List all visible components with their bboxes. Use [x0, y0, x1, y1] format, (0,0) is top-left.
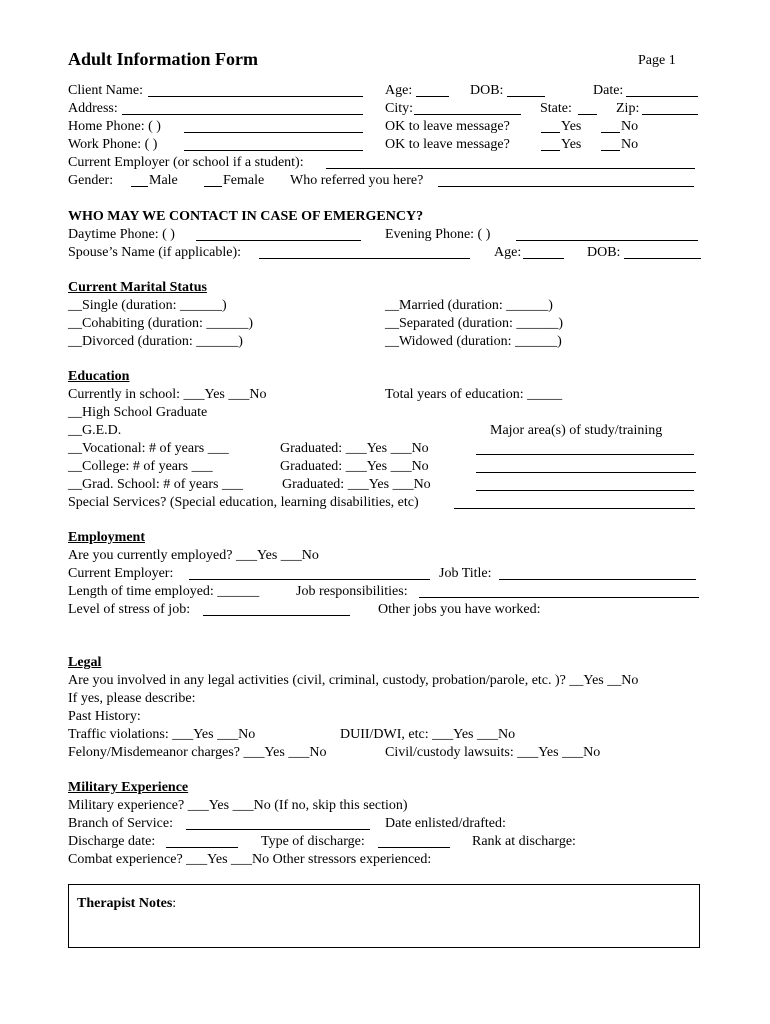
marital-separated[interactable]: __Separated (duration: ______) — [385, 316, 564, 331]
other-jobs-label: Other jobs you have worked: — [378, 602, 541, 617]
current-employer-school-field[interactable] — [326, 168, 695, 169]
marital-single[interactable]: __Single (duration: ______) — [68, 298, 227, 313]
major-study-label: Major area(s) of study/training — [490, 423, 663, 438]
home-phone-field[interactable] — [184, 132, 363, 133]
referred-field[interactable] — [438, 186, 694, 187]
work-phone-label: Work Phone: ( ) — [68, 137, 158, 152]
military-heading: Military Experience — [68, 780, 189, 795]
special-services-field[interactable] — [454, 508, 695, 509]
gender-male-blank[interactable] — [131, 186, 148, 187]
branch-label: Branch of Service: — [68, 816, 173, 831]
stress-level-label: Level of stress of job: — [68, 602, 191, 617]
current-employer-school-label: Current Employer (or school if a student): — [68, 155, 304, 170]
therapist-notes-box[interactable] — [68, 884, 700, 948]
length-employed[interactable]: Length of time employed: ______ — [68, 584, 260, 599]
spouse-age-field[interactable] — [523, 258, 564, 259]
combat-experience[interactable]: Combat experience? ___Yes ___No Other stressors experienced: — [68, 852, 432, 867]
city-label: City: — [385, 101, 414, 116]
address-field[interactable] — [122, 114, 363, 115]
currently-employed[interactable]: Are you currently employed? ___Yes ___No — [68, 548, 319, 563]
spouse-age-label: Age: — [494, 245, 522, 260]
discharge-date-label: Discharge date: — [68, 834, 156, 849]
employment-heading: Employment — [68, 530, 145, 545]
marital-married[interactable]: __Married (duration: ______) — [385, 298, 553, 313]
college-major-field[interactable] — [476, 472, 696, 473]
client-name-label: Client Name: — [68, 83, 144, 98]
city-field[interactable] — [414, 114, 521, 115]
age-field[interactable] — [416, 96, 449, 97]
grad-school-graduated[interactable]: Graduated: ___Yes ___No — [282, 477, 431, 492]
work-msg-no-blank[interactable] — [601, 150, 620, 151]
spouse-dob-label: DOB: — [587, 245, 621, 260]
marital-widowed[interactable]: __Widowed (duration: ______) — [385, 334, 562, 349]
current-employer-field[interactable] — [189, 579, 430, 580]
legal-involved[interactable]: Are you involved in any legal activities (civil, criminal, custody, probation/parole, etc. )? __Yes __No — [68, 673, 639, 688]
past-history-label: Past History: — [68, 709, 141, 724]
vocational-row[interactable]: __Vocational: # of years ___ — [68, 441, 229, 456]
grad-school-row[interactable]: __Grad. School: # of years ___ — [68, 477, 243, 492]
client-name-field[interactable] — [148, 96, 363, 97]
grad-school-major-field[interactable] — [476, 490, 694, 491]
job-title-label: Job Title: — [439, 566, 492, 581]
evening-phone-field[interactable] — [516, 240, 698, 241]
ok-leave-message-home: OK to leave message? — [385, 119, 510, 134]
zip-label: Zip: — [616, 101, 640, 116]
college-row[interactable]: __College: # of years ___ — [68, 459, 213, 474]
legal-describe-label: If yes, please describe: — [68, 691, 196, 706]
spouse-name-field[interactable] — [259, 258, 470, 259]
gender-label: Gender: — [68, 173, 114, 188]
college-graduated[interactable]: Graduated: ___Yes ___No — [280, 459, 429, 474]
gender-male: Male — [149, 173, 178, 188]
job-responsibilities-label: Job responsibilities: — [296, 584, 408, 599]
daytime-phone-label: Daytime Phone: ( ) — [68, 227, 175, 242]
home-msg-no-blank[interactable] — [601, 132, 620, 133]
work-phone-field[interactable] — [184, 150, 363, 151]
dob-label: DOB: — [470, 83, 504, 98]
gender-female-blank[interactable] — [204, 186, 222, 187]
spouse-name-label: Spouse’s Name (if applicable): — [68, 245, 242, 260]
high-school-graduate[interactable]: __High School Graduate — [68, 405, 208, 420]
discharge-type-field[interactable] — [378, 847, 450, 848]
date-label: Date: — [593, 83, 624, 98]
military-experience[interactable]: Military experience? ___Yes ___No (If no, skip this section) — [68, 798, 408, 813]
currently-in-school[interactable]: Currently in school: ___Yes ___No — [68, 387, 267, 402]
home-msg-no: No — [621, 119, 639, 134]
address-label: Address: — [68, 101, 118, 116]
home-msg-yes-blank[interactable] — [541, 132, 560, 133]
work-msg-no: No — [621, 137, 639, 152]
gender-female: Female — [223, 173, 265, 188]
emergency-heading: WHO MAY WE CONTACT IN CASE OF EMERGENCY? — [68, 209, 424, 224]
rank-label: Rank at discharge: — [472, 834, 576, 849]
job-responsibilities-field[interactable] — [419, 597, 699, 598]
special-services-label: Special Services? (Special education, learning disabilities, etc) — [68, 495, 419, 510]
date-field[interactable] — [626, 96, 698, 97]
home-msg-yes: Yes — [561, 119, 582, 134]
stress-level-field[interactable] — [203, 615, 350, 616]
ok-leave-message-work: OK to leave message? — [385, 137, 510, 152]
ged[interactable]: __G.E.D. — [68, 423, 122, 438]
zip-field[interactable] — [642, 114, 698, 115]
civil-custody-lawsuits[interactable]: Civil/custody lawsuits: ___Yes ___No — [385, 745, 601, 760]
vocational-graduated[interactable]: Graduated: ___Yes ___No — [280, 441, 429, 456]
legal-heading: Legal — [68, 655, 102, 670]
marital-cohabiting[interactable]: __Cohabiting (duration: ______) — [68, 316, 254, 331]
form-title: Adult Information Form — [68, 49, 258, 69]
dob-field[interactable] — [507, 96, 545, 97]
duii-dwi[interactable]: DUII/DWI, etc: ___Yes ___No — [340, 727, 516, 742]
spouse-dob-field[interactable] — [624, 258, 701, 259]
daytime-phone-field[interactable] — [196, 240, 361, 241]
total-years-education[interactable]: Total years of education: _____ — [385, 387, 563, 402]
branch-field[interactable] — [186, 829, 370, 830]
marital-heading: Current Marital Status — [68, 280, 207, 295]
therapist-notes-label: Therapist Notes: — [77, 896, 177, 911]
work-msg-yes-blank[interactable] — [541, 150, 560, 151]
discharge-date-field[interactable] — [166, 847, 238, 848]
work-msg-yes: Yes — [561, 137, 582, 152]
state-label: State: — [540, 101, 572, 116]
felony-misdemeanor[interactable]: Felony/Misdemeanor charges? ___Yes ___No — [68, 745, 327, 760]
education-heading: Education — [68, 369, 130, 384]
page-number: Page 1 — [638, 53, 676, 68]
job-title-field[interactable] — [499, 579, 696, 580]
marital-divorced[interactable]: __Divorced (duration: ______) — [68, 334, 243, 349]
vocational-major-field[interactable] — [476, 454, 694, 455]
referred-label: Who referred you here? — [290, 173, 424, 188]
state-field[interactable] — [578, 114, 597, 115]
home-phone-label: Home Phone: ( ) — [68, 119, 161, 134]
enlisted-label: Date enlisted/drafted: — [385, 816, 506, 831]
traffic-violations[interactable]: Traffic violations: ___Yes ___No — [68, 727, 256, 742]
evening-phone-label: Evening Phone: ( ) — [385, 227, 491, 242]
age-label: Age: — [385, 83, 413, 98]
current-employer-label: Current Employer: — [68, 566, 174, 581]
discharge-type-label: Type of discharge: — [261, 834, 365, 849]
